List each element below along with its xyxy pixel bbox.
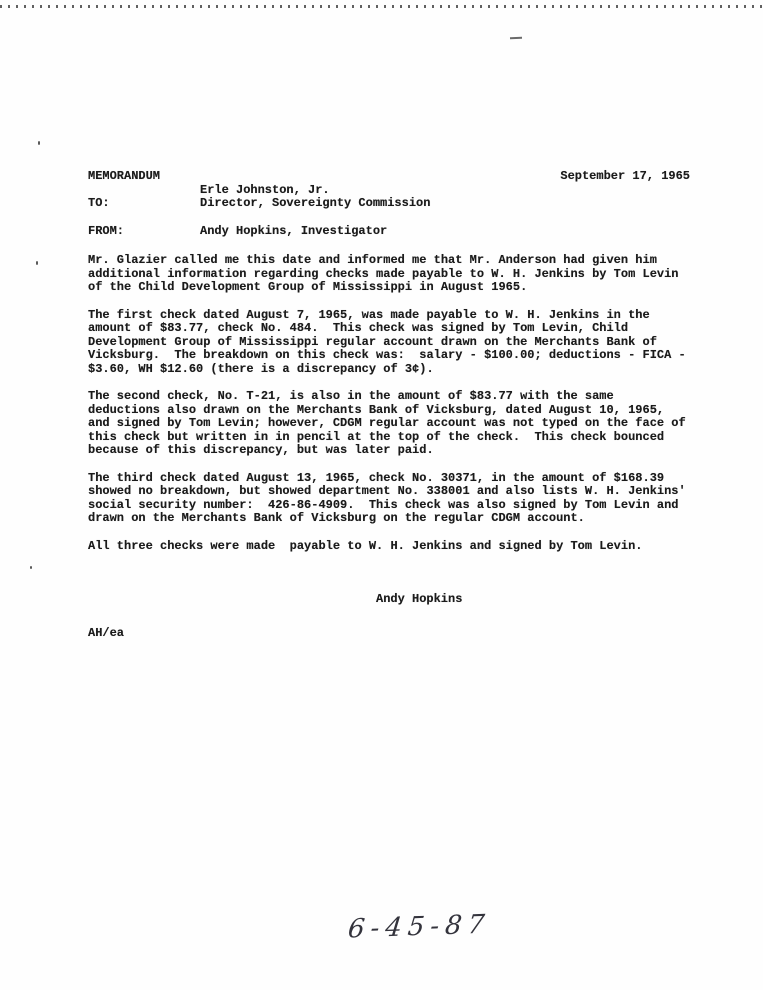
to-title-row [88, 197, 690, 211]
to-name-row [88, 184, 690, 198]
memorandum-document [88, 169, 693, 640]
scan-artifact-speck [30, 566, 32, 569]
scan-artifact-top-dots [0, 5, 763, 8]
typist-initials: AH/ea [88, 625, 125, 640]
memo-paragraph: The third check dated August 13, 1965, check No. 30371, in the amount of $168.39 showed no breakdown, but showed department No. 338001 and also lists W. H. Jenkins' social security number: 426-86-4909. This check was also signed by Tom Levin and drawn on the Merchants Bank of Vicksburg on the regular CDGM account. [88, 470, 693, 525]
from-row [88, 225, 690, 239]
scan-artifact-dash [510, 37, 522, 39]
scan-artifact-speck [36, 261, 38, 265]
memo-paragraph: All three checks were made payable to W. H. Jenkins and signed by Tom Levin. [88, 538, 643, 553]
from-label: FROM: [88, 223, 125, 238]
memo-paragraph: The second check, No. T-21, is also in the amount of $83.77 with the same deductions also drawn on the Merchants Bank of Vicksburg, dated August 10, 1965, and signed by Tom Levin; however, CDGM regular account was not typed on the face of this check but written in in pencil at the top of the check. This check bounced because of this discrepancy, but was later paid. [88, 389, 693, 457]
memo-header [88, 170, 690, 184]
from-value: Andy Hopkins, Investigator [200, 223, 388, 238]
memo-title: MEMORANDUM [88, 169, 161, 183]
handwritten-file-number: 6-45-87 [346, 909, 492, 945]
memo-paragraph: Mr. Glazier called me this date and informed me that Mr. Anderson had given him additional information regarding checks made payable to W. H. Jenkins by Tom Levin of the Child Development Group of Mississippi in August 1965. [88, 253, 686, 294]
to-label-spacer [88, 184, 200, 198]
to-name: Erle Johnston, Jr. [200, 182, 330, 197]
to-title: Director, Sovereignty Commission [200, 196, 431, 210]
to-block [88, 184, 690, 211]
memo-body [88, 253, 693, 553]
to-label: TO: [88, 196, 110, 210]
signature-name: Andy Hopkins [376, 592, 463, 606]
scan-artifact-speck [38, 141, 40, 145]
memo-paragraph: The first check dated August 7, 1965, was made payable to W. H. Jenkins in the amount of $83.77, check No. 484. This check was signed by Tom Levin, Child Development Group of Mississippi regular account drawn on the Merchants Bank of Vicksburg. The breakdown on this check was: salary - $100.00; deductions - FICA - $3.60, WH $12.60 (there is a discrepancy of 3¢). [88, 307, 693, 376]
memo-date: September 17, 1965 [560, 169, 690, 183]
